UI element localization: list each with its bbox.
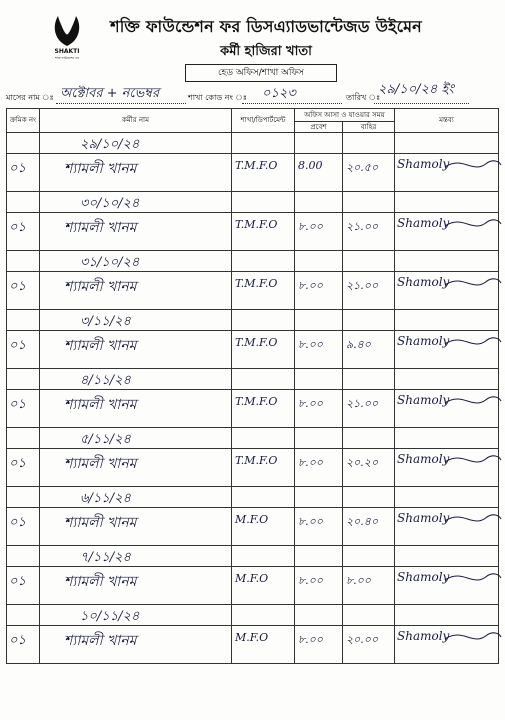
row-divider <box>40 389 231 390</box>
department-cell <box>232 133 295 192</box>
name-cell <box>40 605 232 664</box>
name-cell <box>40 133 232 192</box>
serial-number: ০১ <box>9 279 26 294</box>
serial-number: ০১ <box>9 220 26 235</box>
row-divider <box>232 212 294 213</box>
attendance-table <box>6 108 499 664</box>
department-cell <box>232 251 295 310</box>
exit-cell <box>343 605 395 664</box>
row-divider <box>295 566 342 567</box>
serial-number: ০১ <box>9 338 26 353</box>
serial-number: ০১ <box>9 633 26 648</box>
employee-name: শ্যামলী খানম <box>64 397 137 413</box>
exit-cell <box>343 192 395 251</box>
employee-name: শ্যামলী খানম <box>64 633 137 649</box>
signature: Shamoly <box>397 570 450 584</box>
shakti-logo <box>44 12 90 64</box>
attendance-date: ৪/১১/২৪ <box>80 373 131 388</box>
row-divider <box>232 625 294 626</box>
row-divider <box>343 271 394 272</box>
name-cell <box>40 192 232 251</box>
entry-cell <box>295 487 343 546</box>
department: T.M.F.O <box>235 277 278 290</box>
signature-flourish <box>443 326 503 356</box>
signature: Shamoly <box>397 511 450 525</box>
exit-cell <box>343 251 395 310</box>
row-divider <box>295 271 342 272</box>
employee-name: শ্যামলী খানম <box>64 515 137 531</box>
col-entry: প্রবেশ <box>295 122 343 133</box>
signature-flourish <box>443 444 503 474</box>
attendance-date: ৫/১১/২৪ <box>80 432 131 447</box>
row-divider <box>7 389 39 390</box>
serial-cell <box>7 487 40 546</box>
logo-tagline: শক্তি ফাউন্ডেশন ফর <box>55 56 79 60</box>
serial-cell <box>7 369 40 428</box>
row-divider <box>343 153 394 154</box>
row-divider <box>7 212 39 213</box>
row-divider <box>343 507 394 508</box>
remarks-cell <box>395 192 499 251</box>
attendance-date: ৩/১১/২৪ <box>80 314 131 329</box>
serial-cell <box>7 133 40 192</box>
register-meta <box>6 84 501 106</box>
name-cell <box>40 310 232 369</box>
row-divider <box>295 448 342 449</box>
office-type-box: হেড অফিস/শাখা অফিস <box>185 64 337 82</box>
row-divider <box>7 271 39 272</box>
exit-cell <box>343 310 395 369</box>
remarks-cell <box>395 546 499 605</box>
employee-name: শ্যামলী খানম <box>64 220 137 236</box>
row-divider <box>232 330 294 331</box>
serial-number: ০১ <box>9 456 26 471</box>
department-cell <box>232 428 295 487</box>
name-cell <box>40 546 232 605</box>
row-divider <box>232 507 294 508</box>
employee-name: শ্যামলী খানম <box>64 456 137 472</box>
entry-cell <box>295 192 343 251</box>
branch-code-label: শাখা কোড নং ঃ <box>188 93 247 102</box>
employee-name: শ্যামলী খানম <box>64 338 137 354</box>
department-cell <box>232 192 295 251</box>
col-remarks: মন্তব্য <box>395 109 499 133</box>
signature: Shamoly <box>397 157 450 171</box>
row-divider <box>295 212 342 213</box>
exit-cell <box>343 369 395 428</box>
attendance-date: ৬/১১/২৪ <box>80 491 131 506</box>
exit-time: ২০.২০ <box>346 456 379 469</box>
row-divider <box>40 212 231 213</box>
entry-cell <box>295 546 343 605</box>
serial-number: ০১ <box>9 574 26 589</box>
row-divider <box>40 271 231 272</box>
row-divider <box>40 330 231 331</box>
row-divider <box>343 566 394 567</box>
entry-cell <box>295 605 343 664</box>
serial-number: ০১ <box>9 397 26 412</box>
organization-name: শক্তি ফাউন্ডেশন ফর ডিসএ্যাডভান্টেজড উইমেন <box>110 17 422 36</box>
serial-cell <box>7 428 40 487</box>
row-divider <box>295 625 342 626</box>
department-cell <box>232 369 295 428</box>
row-divider <box>40 153 231 154</box>
exit-time: ২০.০০ <box>346 633 379 646</box>
remarks-cell <box>395 133 499 192</box>
row-divider <box>7 507 39 508</box>
remarks-cell <box>395 369 499 428</box>
date-label: তারিখ ঃ <box>346 93 381 102</box>
department-cell <box>232 487 295 546</box>
entry-time: ৮.০০ <box>298 338 323 351</box>
remarks-cell <box>395 487 499 546</box>
row-divider <box>7 625 39 626</box>
date-value: ২৯/১০/২৪ ইং <box>378 82 454 97</box>
serial-number: ০১ <box>9 161 26 176</box>
signature: Shamoly <box>397 629 450 643</box>
serial-cell <box>7 310 40 369</box>
department: T.M.F.O <box>235 454 278 467</box>
signature: Shamoly <box>397 334 450 348</box>
attendance-date: ৩১/১০/২৪ <box>80 255 140 270</box>
date-underline <box>374 103 469 104</box>
remarks-cell <box>395 251 499 310</box>
entry-time: 8.00 <box>298 159 323 172</box>
row-divider <box>40 625 231 626</box>
form-title: কর্মী হাজিরা খাতা <box>220 44 312 59</box>
entry-cell <box>295 251 343 310</box>
department-cell <box>232 310 295 369</box>
table-row <box>7 428 499 487</box>
attendance-date: ৩০/১০/২৪ <box>80 196 140 211</box>
attendance-date: ৭/১১/২৪ <box>80 550 131 565</box>
entry-cell <box>295 133 343 192</box>
exit-time: ২১.০০ <box>346 397 379 410</box>
signature: Shamoly <box>397 452 450 466</box>
exit-cell <box>343 546 395 605</box>
table-row <box>7 133 499 192</box>
department: T.M.F.O <box>235 159 278 172</box>
exit-time: ৮.০০ <box>346 574 371 587</box>
remarks-cell <box>395 428 499 487</box>
entry-cell <box>295 428 343 487</box>
exit-cell <box>343 428 395 487</box>
attendance-date: ২৯/১০/২৪ <box>80 137 140 152</box>
department: M.F.O <box>235 631 269 644</box>
department-cell <box>232 605 295 664</box>
serial-number: ০১ <box>9 515 26 530</box>
serial-cell <box>7 605 40 664</box>
employee-name: শ্যামলী খানম <box>64 574 137 590</box>
department: M.F.O <box>235 572 269 585</box>
exit-cell <box>343 133 395 192</box>
row-divider <box>343 389 394 390</box>
entry-time: ৮.০০ <box>298 633 323 646</box>
serial-cell <box>7 192 40 251</box>
signature-flourish <box>443 267 503 297</box>
col-serial: ক্রমিক নং <box>7 109 40 133</box>
table-row <box>7 369 499 428</box>
row-divider <box>40 448 231 449</box>
entry-time: ৮.০০ <box>298 220 323 233</box>
row-divider <box>295 507 342 508</box>
entry-time: ৮.০০ <box>298 456 323 469</box>
table-row <box>7 605 499 664</box>
table-row <box>7 310 499 369</box>
row-divider <box>40 566 231 567</box>
row-divider <box>232 566 294 567</box>
row-divider <box>7 566 39 567</box>
signature-flourish <box>443 208 503 238</box>
signature: Shamoly <box>397 216 450 230</box>
row-divider <box>295 153 342 154</box>
entry-time: ৮.০০ <box>298 279 323 292</box>
department: T.M.F.O <box>235 336 278 349</box>
shakti-emblem-icon <box>44 12 90 52</box>
month-value: অক্টোবর + নভেম্বর <box>60 86 160 101</box>
table-row <box>7 487 499 546</box>
col-office-time: অফিস আসা ও যাওয়ার সময় <box>295 109 395 122</box>
entry-time: ৮.০০ <box>298 574 323 587</box>
department: T.M.F.O <box>235 218 278 231</box>
row-divider <box>343 448 394 449</box>
row-divider <box>7 153 39 154</box>
row-divider <box>232 271 294 272</box>
col-employee-name: কর্মীর নাম <box>40 109 232 133</box>
col-exit: বাহির <box>343 122 395 133</box>
department-cell <box>232 546 295 605</box>
table-row <box>7 192 499 251</box>
row-divider <box>7 448 39 449</box>
row-divider <box>232 448 294 449</box>
employee-name: শ্যামলী খানম <box>64 161 137 177</box>
exit-time: ২১.০০ <box>346 220 379 233</box>
row-divider <box>232 153 294 154</box>
logo-wordmark: SHAKTI <box>54 48 80 55</box>
name-cell <box>40 487 232 546</box>
remarks-cell <box>395 605 499 664</box>
branch-code-value: ০১২৩ <box>262 86 296 101</box>
table-row <box>7 546 499 605</box>
row-divider <box>343 625 394 626</box>
name-cell <box>40 369 232 428</box>
month-label: মাসের নাম ঃ <box>6 93 54 102</box>
row-divider <box>7 330 39 331</box>
attendance-date: ১০/১১/২৪ <box>80 609 140 624</box>
department: M.F.O <box>235 513 269 526</box>
signature-flourish <box>443 562 503 592</box>
name-cell <box>40 428 232 487</box>
exit-time: ২১.০০ <box>346 279 379 292</box>
exit-time: ২০.৫০ <box>346 161 379 174</box>
signature: Shamoly <box>397 393 450 407</box>
exit-time: ২০.৪০ <box>346 515 379 528</box>
exit-time: ৯.৪০ <box>346 338 371 351</box>
entry-time: ৮.০০ <box>298 515 323 528</box>
signature-flourish <box>443 503 503 533</box>
row-divider <box>295 389 342 390</box>
table-row <box>7 251 499 310</box>
entry-cell <box>295 310 343 369</box>
exit-cell <box>343 487 395 546</box>
name-cell <box>40 251 232 310</box>
signature-flourish <box>443 149 503 179</box>
row-divider <box>343 212 394 213</box>
entry-time: ৮.০০ <box>298 397 323 410</box>
col-branch-department: শাখা/ডিপার্টমেন্ট <box>232 109 295 133</box>
signature-flourish <box>443 621 503 651</box>
row-divider <box>40 507 231 508</box>
remarks-cell <box>395 310 499 369</box>
signature-flourish <box>443 385 503 415</box>
serial-cell <box>7 251 40 310</box>
entry-cell <box>295 369 343 428</box>
serial-cell <box>7 546 40 605</box>
row-divider <box>343 330 394 331</box>
row-divider <box>295 330 342 331</box>
row-divider <box>232 389 294 390</box>
signature: Shamoly <box>397 275 450 289</box>
department: T.M.F.O <box>235 395 278 408</box>
employee-name: শ্যামলী খানম <box>64 279 137 295</box>
